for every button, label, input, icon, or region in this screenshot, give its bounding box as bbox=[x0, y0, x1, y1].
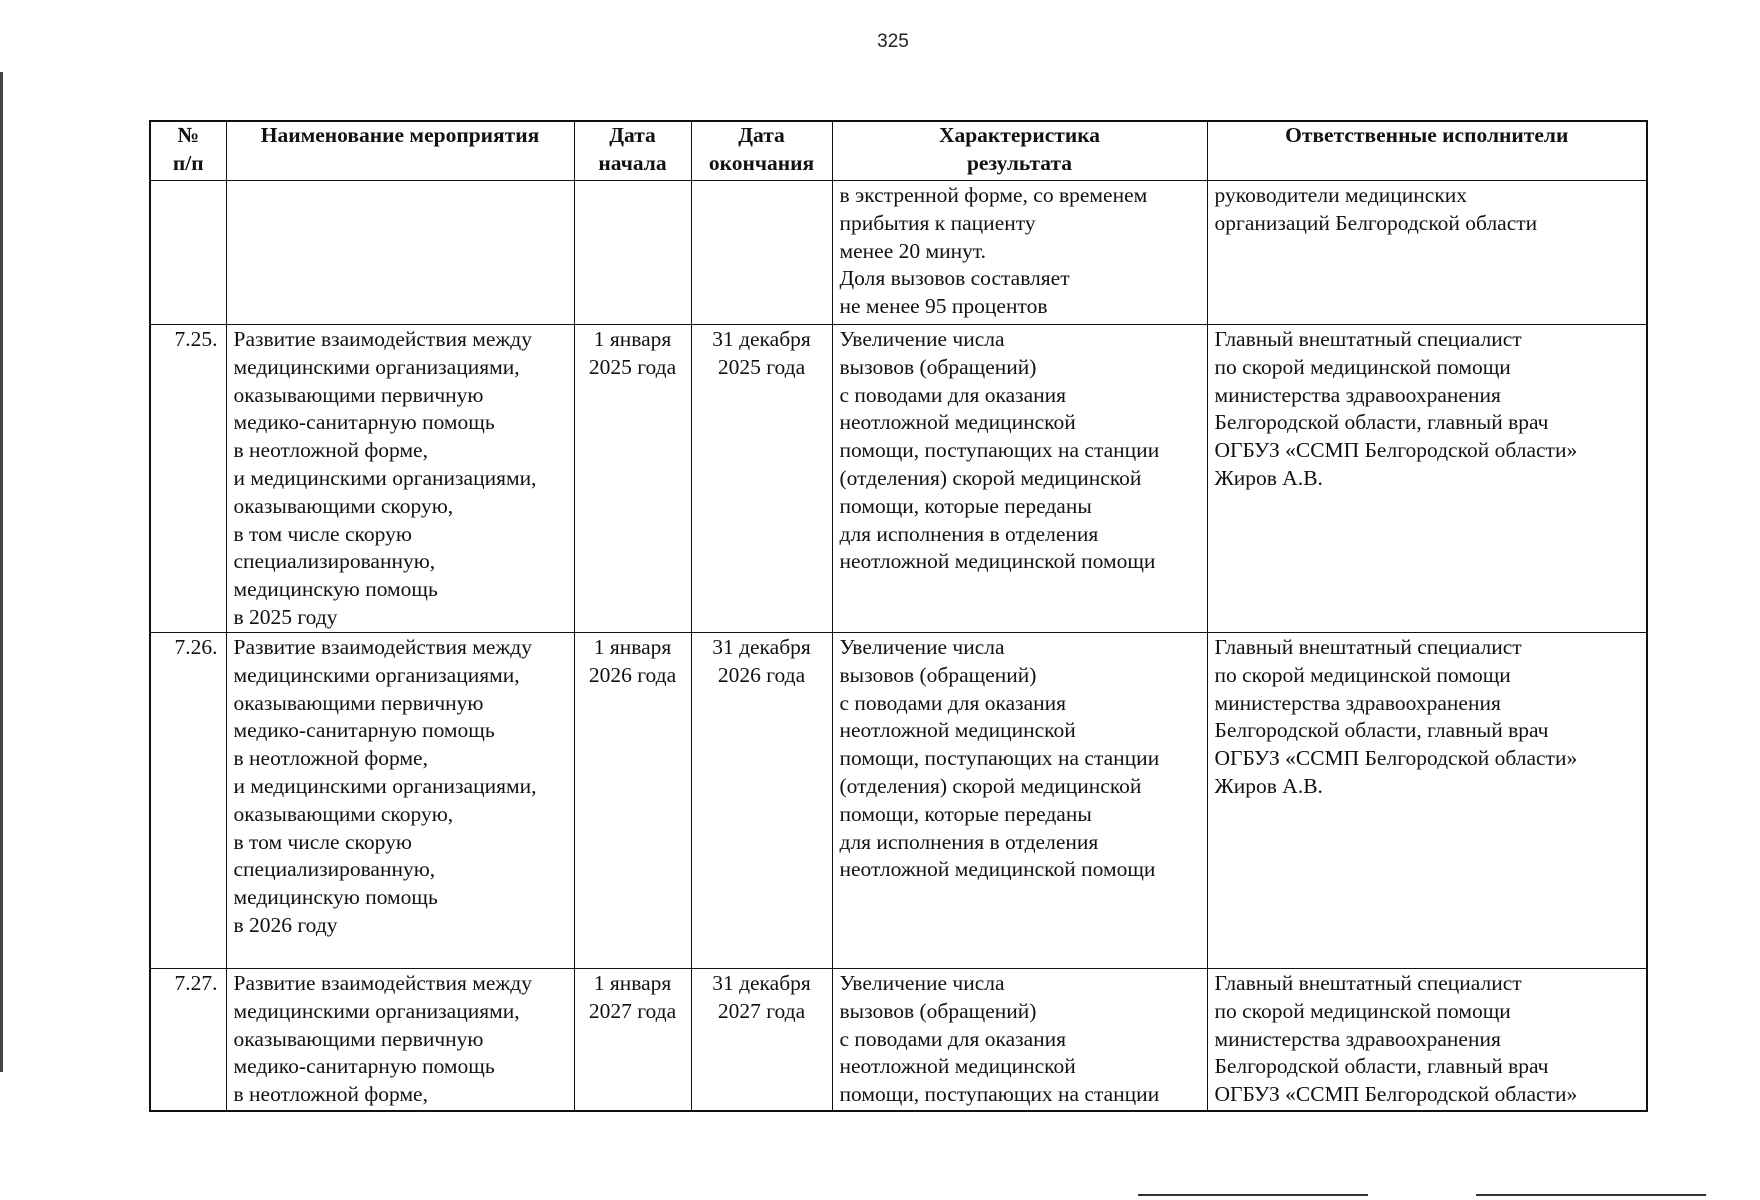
cell-line: Увеличение числа bbox=[839, 635, 1005, 659]
cell-end-date bbox=[691, 325, 832, 633]
cell-line: специализированную, bbox=[233, 549, 436, 574]
cell-line: Развитие взаимодействия между bbox=[233, 635, 532, 659]
cell-line: с поводами для оказания bbox=[839, 690, 1067, 715]
cell-line: вызовов (обращений) bbox=[839, 354, 1037, 379]
header-line: начала bbox=[598, 150, 667, 175]
cell-line: 31 декабря bbox=[712, 971, 811, 995]
header-line: Дата bbox=[738, 123, 785, 147]
cell-line: в 2025 году bbox=[233, 604, 338, 629]
cell-measure-name bbox=[226, 325, 574, 633]
cell-line: министерства здравоохранения bbox=[1214, 690, 1501, 715]
cell-line: по скорой медицинской помощи bbox=[1214, 662, 1511, 687]
cell-line: ОГБУЗ «ССМП Белгородской области» bbox=[1214, 438, 1578, 463]
cell-line: Жиров А.В. bbox=[1214, 465, 1323, 490]
header-responsible bbox=[1207, 121, 1647, 181]
cell-line: 31 декабря bbox=[712, 635, 811, 659]
cell-line: министерства здравоохранения bbox=[1214, 382, 1501, 407]
header-start-date bbox=[574, 121, 691, 181]
header-num bbox=[150, 121, 226, 181]
cell-line: медицинскую помощь bbox=[233, 577, 438, 602]
cell-line: Главный внештатный специалист bbox=[1214, 327, 1522, 351]
cell-line: неотложной медицинской помощи bbox=[839, 549, 1156, 574]
cell-num bbox=[150, 181, 226, 325]
header-line: Наименование мероприятия bbox=[260, 123, 540, 147]
cell-line: 2027 года bbox=[588, 998, 677, 1023]
header-end-date bbox=[691, 121, 832, 181]
table-row bbox=[150, 325, 1647, 633]
scan-left-edge bbox=[0, 72, 3, 1072]
cell-line: медицинскими организациями, bbox=[233, 354, 520, 379]
cell-line: (отделения) скорой медицинской bbox=[839, 465, 1142, 490]
cell-line: помощи, поступающих на станции bbox=[839, 1082, 1160, 1107]
cell-line: оказывающими скорую, bbox=[233, 493, 454, 518]
table-row bbox=[150, 181, 1647, 325]
cell-line: не менее 95 процентов bbox=[839, 294, 1048, 319]
cell-line: 2025 года bbox=[588, 354, 677, 379]
cell-line: в экстренной форме, со временем bbox=[839, 183, 1148, 207]
cell-line: для исполнения в отделения bbox=[839, 521, 1099, 546]
cell-line: Главный внештатный специалист bbox=[1214, 635, 1522, 659]
cell-line: вызовов (обращений) bbox=[839, 662, 1037, 687]
cell-line: ОГБУЗ «ССМП Белгородской области» bbox=[1214, 746, 1578, 771]
cell-line: и медицинскими организациями, bbox=[233, 773, 537, 798]
cell-num: 7.25. bbox=[150, 325, 226, 633]
cell-measure-name bbox=[226, 633, 574, 969]
cell-line: помощи, которые переданы bbox=[839, 801, 1092, 826]
cell-line: медицинскими организациями, bbox=[233, 998, 520, 1023]
cell-responsible bbox=[1207, 181, 1647, 325]
cell-line: Увеличение числа bbox=[839, 327, 1005, 351]
cell-line: в неотложной форме, bbox=[233, 1082, 428, 1107]
cell-responsible bbox=[1207, 633, 1647, 969]
cell-line: медицинскими организациями, bbox=[233, 662, 520, 687]
cell-end-date bbox=[691, 633, 832, 969]
header-line: Характеристика bbox=[938, 123, 1101, 147]
cell-line: помощи, поступающих на станции bbox=[839, 746, 1160, 771]
cell-line: с поводами для оказания bbox=[839, 1026, 1067, 1051]
cell-start-date bbox=[574, 633, 691, 969]
cell-line: 1 января bbox=[593, 327, 672, 351]
header-line: окончания bbox=[708, 150, 815, 175]
cell-line: в неотложной форме, bbox=[233, 438, 428, 463]
cell-line: оказывающими скорую, bbox=[233, 801, 454, 826]
cell-line: Белгородской области, главный врач bbox=[1214, 1054, 1549, 1079]
cell-line: оказывающими первичную bbox=[233, 690, 484, 715]
scan-artifact-line bbox=[1138, 1194, 1368, 1196]
cell-line: в том числе скорую bbox=[233, 521, 412, 546]
cell-line: медико-санитарную помощь bbox=[233, 718, 495, 743]
cell-line: медико-санитарную помощь bbox=[233, 410, 495, 435]
cell-line: неотложной медицинской bbox=[839, 718, 1076, 743]
cell-line: 2025 года bbox=[717, 354, 806, 379]
cell-line: для исполнения в отделения bbox=[839, 829, 1099, 854]
cell-line: оказывающими первичную bbox=[233, 382, 484, 407]
cell-line: 2027 года bbox=[717, 998, 806, 1023]
table-row bbox=[150, 633, 1647, 969]
cell-line: 2026 года bbox=[717, 662, 806, 687]
header-line: № bbox=[177, 123, 200, 147]
table-row bbox=[150, 969, 1647, 1112]
cell-line: и медицинскими организациями, bbox=[233, 465, 537, 490]
cell-line: оказывающими первичную bbox=[233, 1026, 484, 1051]
cell-end-date bbox=[691, 969, 832, 1112]
cell-result bbox=[832, 325, 1207, 633]
cell-line: Развитие взаимодействия между bbox=[233, 327, 532, 351]
cell-line: медико-санитарную помощь bbox=[233, 1054, 495, 1079]
cell-line: по скорой медицинской помощи bbox=[1214, 998, 1511, 1023]
scan-artifact-line bbox=[1476, 1194, 1706, 1196]
header-name bbox=[226, 121, 574, 181]
cell-line: (отделения) скорой медицинской bbox=[839, 773, 1142, 798]
cell-line: неотложной медицинской bbox=[839, 1054, 1076, 1079]
cell-line: в неотложной форме, bbox=[233, 746, 428, 771]
header-result bbox=[832, 121, 1207, 181]
cell-line: Белгородской области, главный врач bbox=[1214, 718, 1549, 743]
cell-start-date bbox=[574, 969, 691, 1112]
cell-line: помощи, поступающих на станции bbox=[839, 438, 1160, 463]
page-number: 325 bbox=[877, 31, 909, 52]
cell-line: помощи, которые переданы bbox=[839, 493, 1092, 518]
header-line: результата bbox=[966, 150, 1073, 175]
cell-line: в 2026 году bbox=[233, 912, 338, 937]
cell-measure-name bbox=[226, 969, 574, 1112]
cell-line: 1 января bbox=[593, 971, 672, 995]
cell-line: 1 января bbox=[593, 635, 672, 659]
cell-line: по скорой медицинской помощи bbox=[1214, 354, 1511, 379]
cell-line: прибытия к пациенту bbox=[839, 210, 1036, 235]
cell-line: Жиров А.В. bbox=[1214, 773, 1323, 798]
cell-num: 7.27. bbox=[150, 969, 226, 1112]
cell-responsible bbox=[1207, 969, 1647, 1112]
cell-start-date bbox=[574, 181, 691, 325]
cell-line: Белгородской области, главный врач bbox=[1214, 410, 1549, 435]
cell-line: Главный внештатный специалист bbox=[1214, 971, 1522, 995]
cell-responsible bbox=[1207, 325, 1647, 633]
table-body bbox=[150, 181, 1647, 1112]
cell-line: ОГБУЗ «ССМП Белгородской области» bbox=[1214, 1082, 1578, 1107]
cell-num: 7.26. bbox=[150, 633, 226, 969]
measures-table bbox=[149, 120, 1648, 1112]
cell-line: 2026 года bbox=[588, 662, 677, 687]
cell-line: неотложной медицинской помощи bbox=[839, 857, 1156, 882]
cell-line: 31 декабря bbox=[712, 327, 811, 351]
cell-end-date bbox=[691, 181, 832, 325]
cell-line: специализированную, bbox=[233, 857, 436, 882]
cell-line: менее 20 минут. bbox=[839, 238, 987, 263]
cell-result bbox=[832, 969, 1207, 1112]
cell-line: министерства здравоохранения bbox=[1214, 1026, 1501, 1051]
cell-line: Развитие взаимодействия между bbox=[233, 971, 532, 995]
cell-line: Увеличение числа bbox=[839, 971, 1005, 995]
header-line: Ответственные исполнители bbox=[1285, 123, 1569, 147]
cell-start-date bbox=[574, 325, 691, 633]
cell-line: в том числе скорую bbox=[233, 829, 412, 854]
header-line: Дата bbox=[609, 123, 656, 147]
cell-line: неотложной медицинской bbox=[839, 410, 1076, 435]
header-line: п/п bbox=[172, 150, 204, 175]
header-row bbox=[150, 121, 1647, 181]
cell-line: руководители медицинских bbox=[1214, 183, 1468, 207]
cell-line: медицинскую помощь bbox=[233, 885, 438, 910]
cell-result bbox=[832, 633, 1207, 969]
cell-measure-name bbox=[226, 181, 574, 325]
cell-result bbox=[832, 181, 1207, 325]
cell-line: организаций Белгородской области bbox=[1214, 210, 1538, 235]
cell-line: Доля вызовов составляет bbox=[839, 266, 1070, 291]
cell-line: вызовов (обращений) bbox=[839, 998, 1037, 1023]
cell-line: с поводами для оказания bbox=[839, 382, 1067, 407]
table-header bbox=[150, 121, 1647, 181]
